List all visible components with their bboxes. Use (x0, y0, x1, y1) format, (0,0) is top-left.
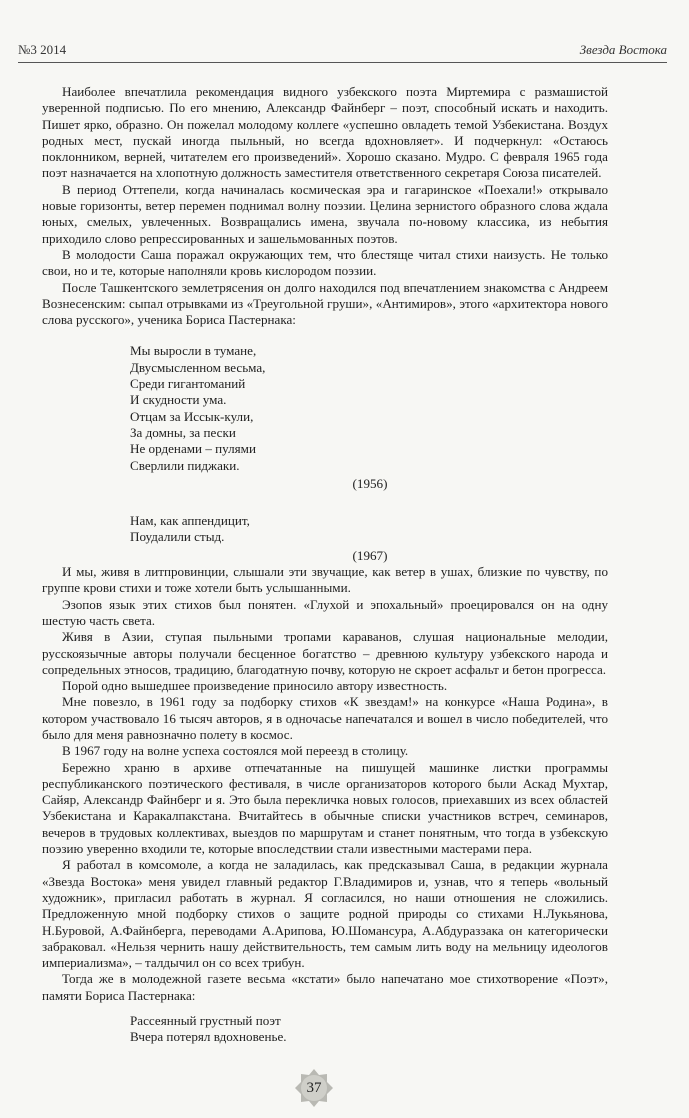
poem-line: Среди гигантоманий (130, 376, 246, 392)
paragraph: В 1967 году на волне успеха состоялся мой переезд в столицу. (62, 743, 409, 759)
running-header (18, 40, 667, 63)
paragraph: Мне повезло, в 1961 году за подборку стихов «К звездам!» на конкурсе «Наша Родина», в котором участвовало 16 тысяч авторов, я в одночасье напечатался и вошел в число победителей, что было для меня равнозначно полету в космос. (42, 694, 608, 742)
paragraph: Порой одно вышедшее произведение приносило автору известность. (62, 678, 448, 694)
poem-quote-1 (130, 343, 608, 473)
paragraph: Живя в Азии, ступая пыльными тропами караванов, слушая национальные мелодии, русскоязычные авторы получали бесценное богатство – древнюю культуру узбекского народа и сопредельных этносов, традицию, благодатную почву, которую не скроет асфальт и бетон прогресса. (42, 629, 608, 677)
paragraph: Я работал в комсомоле, а когда не заладилась, как предсказывал Саша, в редакции журнала «Звезда Востока» меня увидел главный редактор Г.Владимиров и, узнав, что я теперь «вольный художник», пригласил работать в журнал. Я согласился, но наши отношения не сложились. Предложенную мной подборку стихов о защите родной природы со стихами Н.Лукьянова, Н.Буровой, А.Файнберга, переводами А.Арипова, Ю.Шомансура, А.Абдураззака он категорически забраковал. «Нельзя чернить нашу действительность, тем самым лить воду на мельницу идеологов империализма», – талдычил он со всех трибун. (42, 857, 608, 971)
poem-line: Не орденами – пулями (130, 441, 256, 457)
poem-quote-3 (130, 1013, 608, 1046)
poem-line: Сверлили пиджаки. (130, 457, 240, 473)
paragraph: Тогда же в молодежной газете весьма «кстати» было напечатано мое стихотворение «Поэт», памяти Бориса Пастернака: (42, 971, 608, 1003)
poem-quote-2 (130, 513, 608, 546)
paragraph: Эзопов язык этих стихов был понятен. «Глухой и эпохальный» проецировался он на одну шестую часть света. (42, 596, 608, 628)
poem-line: И скудности ума. (130, 392, 227, 408)
poem-year-1: (1956) (352, 475, 388, 491)
poem-line: За домны, за пески (130, 424, 236, 440)
journal-title: Звезда Востока (579, 42, 667, 57)
poem-year-2: (1967) (352, 547, 388, 563)
paragraph: После Ташкентского землетрясения он долго находился под впечатлением знакомства с Андреем Вознесенским: сыпал отрывками из «Треугольной груши», «Антимиров», этого «архитектора нового слова русского», ученика Бориса Пастернака: (42, 279, 608, 328)
poem-line: Мы выросли в тумане, (130, 343, 257, 359)
poem-line: Нам, как аппендицит, (130, 513, 250, 529)
paragraph: Наиболее впечатлила рекомендация видного узбекского поэта Миртемира с размашистой уверенной подписью. По его мнению, Александр Файнберг – поэт, способный искать и находить. Пишет ярко, образно. Он пожелал молодому коллеге «успешно овладеть темой Узбекистана. Воздух родных мест, пускай иногда пыльный, но всегда вдохновляет». И подчеркнул: «Остаюсь поклонником, верней, читателем его произведений». Хорошо сказано. Мудро. С февраля 1965 года поэт назначается на хлопотную должность заместителя ответственного секретаря Союза писателей. (42, 84, 608, 181)
page-number-badge (294, 1068, 334, 1108)
poem-line: Двусмысленном весьма, (130, 359, 266, 375)
poem-line: Поудалили стыд. (130, 529, 225, 545)
issue-number: №3 2014 (18, 42, 67, 57)
poem-line: Вчера потерял вдохновенье. (130, 1029, 287, 1045)
paragraph: В молодости Саша поражал окружающих тем, что блестяще читал стихи наизусть. Не только свои, но и те, которые наполняли кровь кислородом поэзии. (42, 246, 608, 279)
paragraph: В период Оттепели, когда начиналась космическая эра и гагаринское «Поехали!» открывало новые горизонты, ветер перемен поднимал волну поэзии. Целина зернистого образного слова ждала юных, смелых, увлеченных. Возвращались имена, звучала по-новому классика, из небытия приходило слово репрессированных и зашельмованных поэтов. (42, 181, 608, 246)
page-number: 37 (306, 1079, 322, 1096)
poem-line: Рассеянный грустный поэт (130, 1013, 281, 1029)
article-body (42, 84, 608, 1046)
paragraph: И мы, живя в литпровинции, слышали эти звучащие, как ветер в ушах, близкие по чувству, по группе крови стихи и тоже хотели быть услышанными. (42, 564, 608, 596)
poem-line: Отцам за Иссык-кули, (130, 408, 254, 424)
paragraph: Бережно храню в архиве отпечатанные на пишущей машинке листки программы республиканского поэтического фестиваля, в числе организаторов которого были Аскад Мухтар, Сайяр, Александр Файнберг и я. Это была перекличка новых голосов, приехавших из всех областей Узбекистана и Каракалпакстана. Вчитайтесь в обычные списки участников встреч, семинаров, вечеров в трудовых коллективах, выездов по маршрутам и станет понятным, что тогда в узбекскую поэзию уверенно входили те, которые впоследствии стали известными мастерами пера. (42, 759, 608, 857)
